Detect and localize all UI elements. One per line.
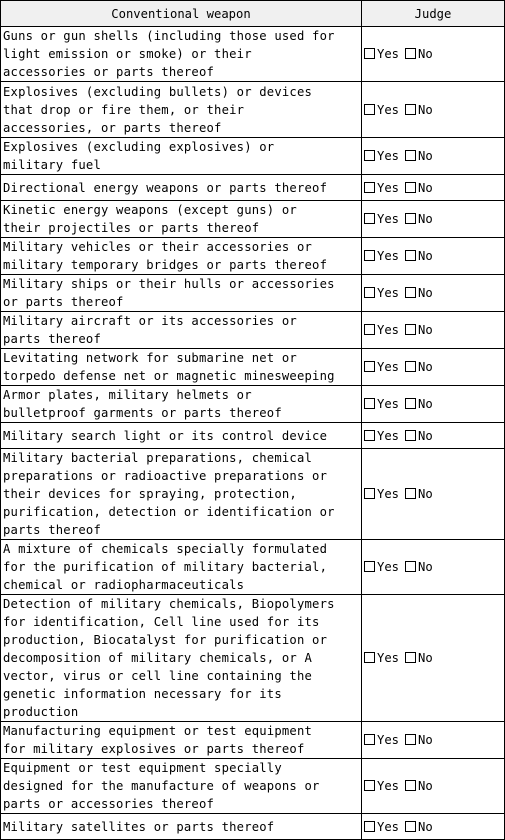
judge-option-yes[interactable]	[364, 103, 399, 117]
judge-cell	[362, 759, 505, 814]
judge-cell	[362, 312, 505, 349]
table-body	[1, 27, 505, 840]
yes-label: Yes	[377, 47, 400, 61]
yes-checkbox[interactable]	[364, 48, 375, 59]
no-label: No	[418, 360, 433, 374]
no-checkbox[interactable]	[405, 250, 416, 261]
judge-option-no[interactable]	[405, 487, 433, 501]
judge-cell	[362, 138, 505, 175]
yes-label: Yes	[377, 286, 400, 300]
yes-label: Yes	[377, 779, 400, 793]
judge-cell	[362, 540, 505, 595]
weapon-description: Military ships or their hulls or accessories or parts thereof	[1, 275, 362, 312]
table-row	[1, 759, 505, 814]
no-checkbox[interactable]	[405, 48, 416, 59]
judge-option-no[interactable]	[405, 397, 433, 411]
no-checkbox[interactable]	[405, 287, 416, 298]
header-judge: Judge	[362, 1, 505, 27]
judge-option-yes[interactable]	[364, 487, 399, 501]
table-row	[1, 275, 505, 312]
weapon-description: Explosives (excluding bullets) or devices that drop or fire them, or their accessories, or parts thereof	[1, 82, 362, 138]
yes-checkbox[interactable]	[364, 398, 375, 409]
yes-checkbox[interactable]	[364, 361, 375, 372]
yes-label: Yes	[377, 180, 400, 195]
yes-label: Yes	[377, 149, 400, 163]
yes-checkbox[interactable]	[364, 250, 375, 261]
judge-option-yes[interactable]	[364, 820, 399, 834]
no-checkbox[interactable]	[405, 398, 416, 409]
no-label: No	[418, 779, 433, 793]
header-conventional-weapon: Conventional weapon	[1, 1, 362, 27]
table-row	[1, 722, 505, 759]
yes-label: Yes	[377, 397, 400, 411]
no-label: No	[418, 47, 433, 61]
judge-option-yes[interactable]	[364, 360, 399, 374]
no-label: No	[418, 286, 433, 300]
yes-checkbox[interactable]	[364, 821, 375, 832]
no-label: No	[418, 487, 433, 501]
judge-cell	[362, 175, 505, 201]
no-checkbox[interactable]	[405, 561, 416, 572]
judge-option-no[interactable]	[405, 733, 433, 747]
yes-label: Yes	[377, 212, 400, 226]
table-row	[1, 82, 505, 138]
judge-option-yes[interactable]	[364, 560, 399, 574]
weapon-description: Armor plates, military helmets or bulletproof garments or parts thereof	[1, 386, 362, 423]
table-row	[1, 27, 505, 82]
judge-cell	[362, 27, 505, 82]
judge-option-no[interactable]	[405, 286, 433, 300]
no-label: No	[418, 428, 433, 443]
table-row	[1, 138, 505, 175]
weapon-description: Military bacterial preparations, chemical preparations or radioactive preparations or their devices for spraying, protection, purification, detection or identification or parts thereof	[1, 449, 362, 540]
weapon-description: Military vehicles or their accessories or military temporary bridges or parts thereof	[1, 238, 362, 275]
judge-cell	[362, 449, 505, 540]
judge-cell	[362, 82, 505, 138]
weapon-description: Equipment or test equipment specially designed for the manufacture of weapons or parts or accessories thereof	[1, 759, 362, 814]
judge-option-no[interactable]	[405, 779, 433, 793]
no-label: No	[418, 149, 433, 163]
table-row	[1, 595, 505, 722]
weapon-description: Military aircraft or its accessories or parts thereof	[1, 312, 362, 349]
yes-checkbox[interactable]	[364, 213, 375, 224]
weapon-description: Military satellites or parts thereof	[1, 814, 362, 840]
no-checkbox[interactable]	[405, 182, 416, 193]
judge-option-yes[interactable]	[364, 397, 399, 411]
weapon-description: Explosives (excluding explosives) or military fuel	[1, 138, 362, 175]
no-label: No	[418, 397, 433, 411]
no-label: No	[418, 102, 433, 117]
judge-option-yes[interactable]	[364, 149, 399, 163]
judge-cell	[362, 349, 505, 386]
yes-label: Yes	[377, 102, 400, 117]
no-label: No	[418, 212, 433, 226]
no-checkbox[interactable]	[405, 780, 416, 791]
no-checkbox[interactable]	[405, 324, 416, 335]
weapon-description: Manufacturing equipment or test equipment for military explosives or parts thereof	[1, 722, 362, 759]
no-checkbox[interactable]	[405, 821, 416, 832]
no-checkbox[interactable]	[405, 734, 416, 745]
table-row	[1, 201, 505, 238]
table-row	[1, 175, 505, 201]
no-label: No	[418, 323, 433, 337]
yes-label: Yes	[377, 323, 400, 337]
yes-checkbox[interactable]	[364, 780, 375, 791]
judge-option-yes[interactable]	[364, 651, 399, 665]
judge-cell	[362, 814, 505, 840]
yes-checkbox[interactable]	[364, 561, 375, 572]
weapon-description: Detection of military chemicals, Biopolymers for identification, Cell line used for its production, Biocatalyst for purification or decomposition of military chemicals, or A vector, virus or cell line containing the genetic information necessary for its production	[1, 595, 362, 722]
yes-label: Yes	[377, 487, 400, 501]
no-label: No	[418, 180, 433, 195]
yes-checkbox[interactable]	[364, 734, 375, 745]
yes-checkbox[interactable]	[364, 182, 375, 193]
weapon-description: Directional energy weapons or parts thereof	[1, 175, 362, 201]
judge-option-yes[interactable]	[364, 779, 399, 793]
weapon-description: Military search light or its control device	[1, 423, 362, 449]
yes-label: Yes	[377, 819, 400, 834]
judge-option-no[interactable]	[405, 323, 433, 337]
judge-option-yes[interactable]	[364, 429, 399, 443]
judge-cell	[362, 423, 505, 449]
judge-cell	[362, 201, 505, 238]
judge-option-yes[interactable]	[364, 323, 399, 337]
table-row	[1, 238, 505, 275]
judge-option-no[interactable]	[405, 103, 433, 117]
yes-label: Yes	[377, 560, 400, 574]
no-checkbox[interactable]	[405, 652, 416, 663]
judge-cell	[362, 238, 505, 275]
no-checkbox[interactable]	[405, 488, 416, 499]
no-checkbox[interactable]	[405, 361, 416, 372]
yes-label: Yes	[377, 360, 400, 374]
yes-checkbox[interactable]	[364, 287, 375, 298]
table-row	[1, 386, 505, 423]
yes-label: Yes	[377, 651, 400, 665]
judge-option-no[interactable]	[405, 560, 433, 574]
yes-checkbox[interactable]	[364, 324, 375, 335]
yes-checkbox[interactable]	[364, 430, 375, 441]
no-checkbox[interactable]	[405, 150, 416, 161]
no-label: No	[418, 651, 433, 665]
judge-cell	[362, 275, 505, 312]
table-row	[1, 540, 505, 595]
yes-checkbox[interactable]	[364, 150, 375, 161]
judge-cell	[362, 722, 505, 759]
yes-checkbox[interactable]	[364, 104, 375, 115]
judge-option-no[interactable]	[405, 360, 433, 374]
judge-option-no[interactable]	[405, 47, 433, 61]
judge-cell	[362, 386, 505, 423]
judge-option-no[interactable]	[405, 181, 433, 195]
judge-option-no[interactable]	[405, 820, 433, 834]
weapon-description: Levitating network for submarine net or torpedo defense net or magnetic minesweeping	[1, 349, 362, 386]
judge-option-yes[interactable]	[364, 47, 399, 61]
judge-option-no[interactable]	[405, 249, 433, 263]
judge-option-yes[interactable]	[364, 181, 399, 195]
table-row	[1, 814, 505, 840]
table-row	[1, 449, 505, 540]
weapon-description: Guns or gun shells (including those used for light emission or smoke) or their accessories or parts thereof	[1, 27, 362, 82]
no-checkbox[interactable]	[405, 430, 416, 441]
judge-cell	[362, 595, 505, 722]
judge-option-yes[interactable]	[364, 212, 399, 226]
judge-option-no[interactable]	[405, 149, 433, 163]
yes-checkbox[interactable]	[364, 488, 375, 499]
table-row	[1, 349, 505, 386]
header-row	[1, 1, 505, 27]
judge-option-yes[interactable]	[364, 249, 399, 263]
judge-option-yes[interactable]	[364, 733, 399, 747]
yes-label: Yes	[377, 733, 400, 747]
no-label: No	[418, 249, 433, 263]
judge-option-no[interactable]	[405, 651, 433, 665]
table-row	[1, 423, 505, 449]
no-label: No	[418, 733, 433, 747]
no-label: No	[418, 819, 433, 834]
weapon-description: A mixture of chemicals specially formulated for the purification of military bacterial, chemical or radiopharmaceuticals	[1, 540, 362, 595]
judge-option-no[interactable]	[405, 212, 433, 226]
judge-option-yes[interactable]	[364, 286, 399, 300]
no-checkbox[interactable]	[405, 104, 416, 115]
yes-label: Yes	[377, 428, 400, 443]
table-row	[1, 312, 505, 349]
no-label: No	[418, 560, 433, 574]
weapon-description: Kinetic energy weapons (except guns) or their projectiles or parts thereof	[1, 201, 362, 238]
yes-checkbox[interactable]	[364, 652, 375, 663]
yes-label: Yes	[377, 249, 400, 263]
judge-option-no[interactable]	[405, 429, 433, 443]
no-checkbox[interactable]	[405, 213, 416, 224]
